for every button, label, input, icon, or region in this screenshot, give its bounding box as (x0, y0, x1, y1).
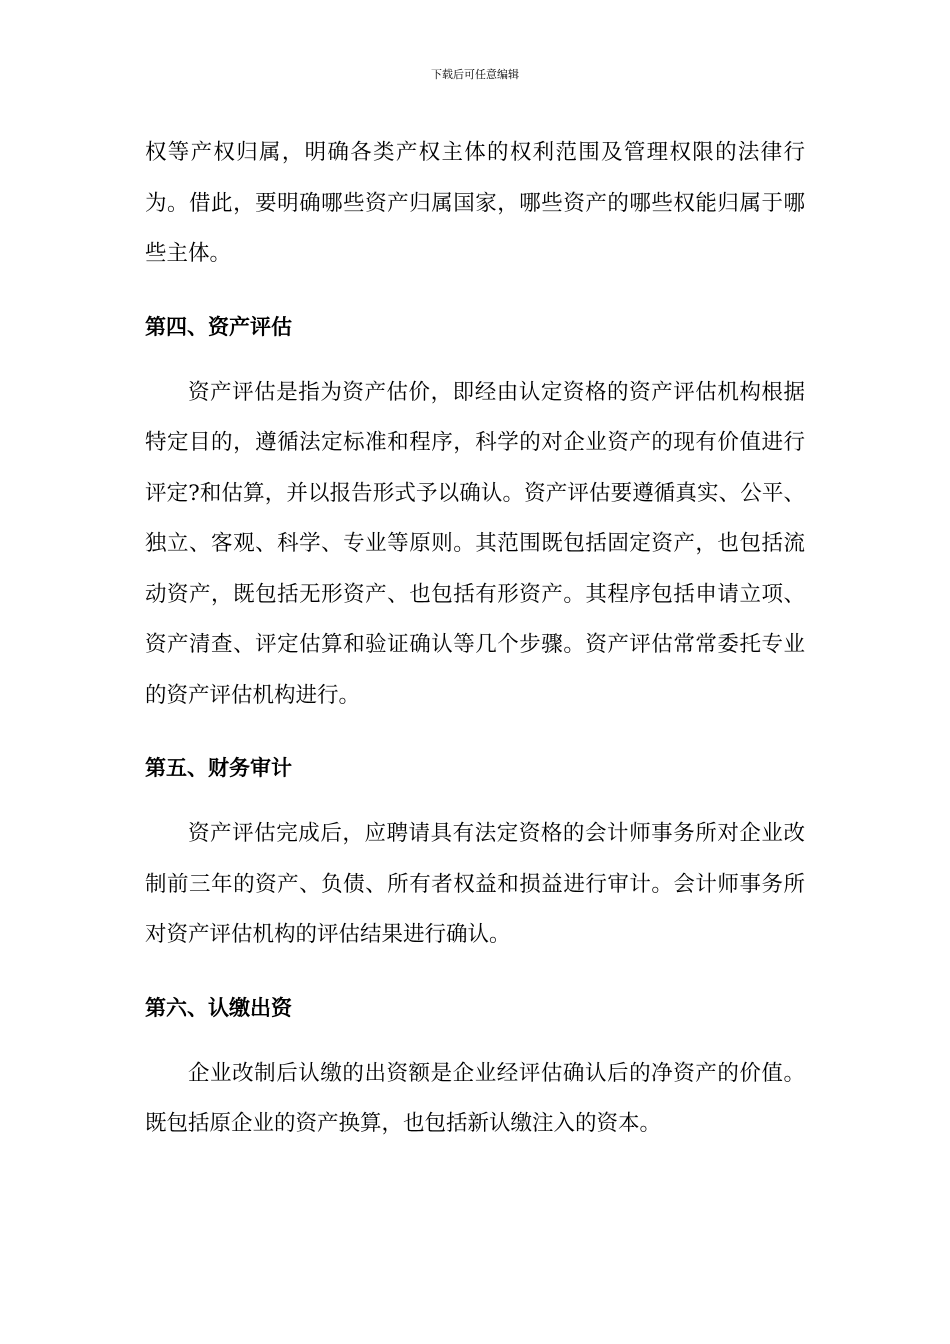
document-body (145, 128, 805, 1150)
section-4-body: 资产评估是指为资产估价，即经由认定资格的资产评估机构根据特定目的，遵循法定标准和程序，科学的对企业资产的现有价值进行评定?和估算，并以报告形式予以确认。资产评估要遵循真实、公平、独立、客观、科学、专业等原则。其范围既包括固定资产，也包括流动资产，既包括无形资产、也包括有形资产。其程序包括申请立项、资产清查、评定估算和验证确认等几个步骤。资产评估常常委托专业的资产评估机构进行。 (145, 379, 805, 708)
section-6-body: 企业改制后认缴的出资额是企业经评估确认后的净资产的价值。既包括原企业的资产换算，也包括新认缴注入的资本。 (145, 1060, 805, 1136)
section-6-title: 第六、认缴出资 (145, 995, 292, 1020)
header-note: 下载后可任意编辑 (431, 68, 519, 81)
section-5-title: 第五、财务审计 (145, 756, 292, 780)
intro-paragraph: 权等产权归属，明确各类产权主体的权利范围及管理权限的法律行为。借此，要明确哪些资产归属国家，哪些资产的哪些权能归属于哪些主体。 (145, 140, 805, 266)
section-5-body: 资产评估完成后，应聘请具有法定资格的会计师事务所对企业改制前三年的资产、负债、所有者权益和损益进行审计。会计师事务所对资产评估机构的评估结果进行确认。 (145, 821, 805, 947)
section-4-title: 第四、资产评估 (145, 314, 292, 339)
